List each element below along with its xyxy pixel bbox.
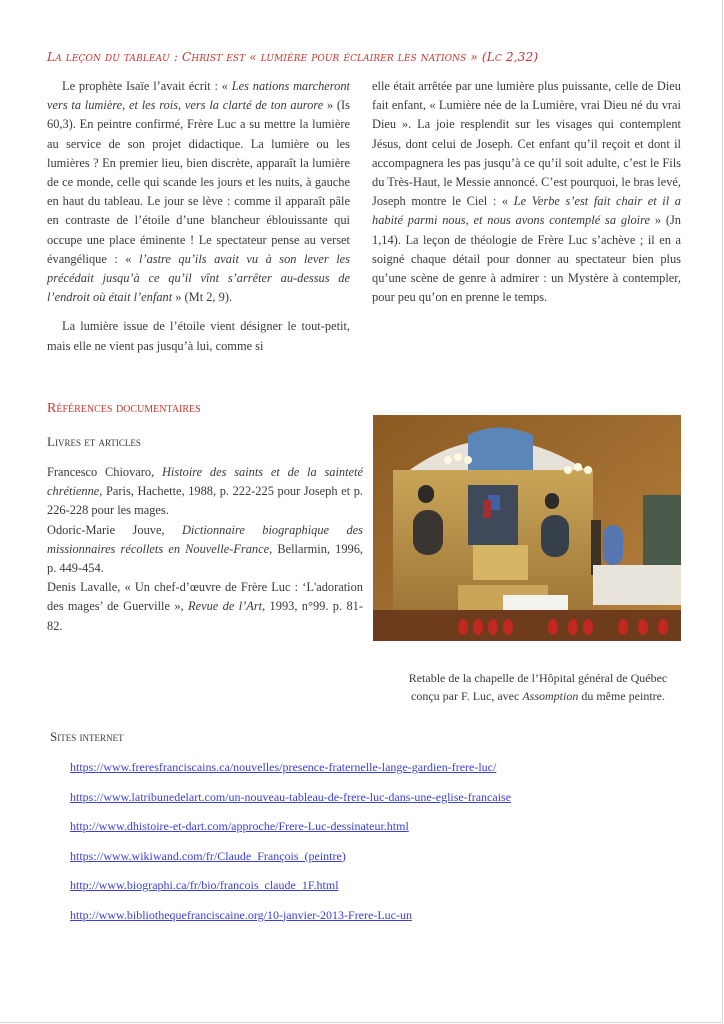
quote: l’astre qu’ils avait vu à son lever les précédait jusqu’à ce qu’il vînt s’arrêter au-dessus de l’endroit où était l’enfant [47, 251, 351, 305]
references-heading: Références documentaires [47, 401, 201, 416]
caption-line [373, 687, 703, 705]
ref-author: Francesco Chiovaro, [47, 465, 162, 479]
caption-artwork-title: Assomption [522, 689, 579, 703]
ref-details: , Paris, Hachette, 1988, p. 222-225 pour Joseph et p. 226-228 pour les mages. [47, 484, 363, 518]
website-link[interactable]: https://www.latribunedelart.com/un-nouveau-tableau-de-frere-luc-dans-une-eglise-francaise [70, 789, 512, 804]
text-column-left [47, 77, 350, 356]
quote: Les nations marcheront vers ta lumière, et les rois, vers la clarté de ton aurore [47, 79, 350, 113]
website-link[interactable]: http://www.dhistoire-et-dart.com/approche/Frere-Luc-dessinateur.html [70, 819, 409, 833]
paragraph [47, 77, 350, 307]
text: » (Jn 1,14). La leçon de théologie de Frère Luc s’achève ; il en a soigné chaque détail pour donner au spectateur bien plus qu’une scène de genre à admirer : un Mystère à contempler, pour peu qu’on en prenne le temps. [372, 213, 681, 305]
books-heading: Livres et articles [47, 434, 141, 449]
caption-text: conçu par F. Luc, avec [411, 689, 523, 703]
website-link[interactable]: https://www.freresfranciscains.ca/nouvelles/presence-fraternelle-lange-gardien-frere-luc/ [70, 760, 497, 774]
text: » (Mt 2, 9). [172, 290, 233, 305]
quote: Le Verbe s’est fait chair et il a habité parmi nous, et nous avons contemplé sa gloire [372, 194, 681, 228]
text: elle était arrêtée par une lumière plus puissante, celle de Dieu fait enfant, « Lumière née de la Lumière, vrai Dieu né du vrai Dieu ». La joie resplendit sur les visages qui contemplent Jésus, dont celui de Joseph. Cet enfant qu’il reçoit et dont il accompagnera les pas jusqu’à ce qu’il soit adulte, c’est le Fils du Très-Haut, le Messie annoncé. C’est pourquoi, le bras levé, Joseph montre le Ciel : « [372, 79, 681, 209]
text: » (Is 60,3). En peintre confirmé, Frère Luc a su mettre la lumière au service de son projet didactique. La lumière ou les lumières ? En premier lieu, bien discrète, apparaît la lumière de ce monde, celle qui scande les jours et les nuits, à gauche en haut du tableau. Le jour se lève : comme il apparaît pâle en contraste de l’étoile d’une blancheur éblouissante qui occupe une place éminente ! Le spectateur pense au verset évangélique : « [47, 98, 350, 266]
ref-author: Odoric-Marie Jouve, [47, 522, 182, 537]
section-title: La leçon du tableau : Christ est « lumière pour éclairer les nations » (Lc 2,32) [47, 50, 539, 64]
ref-title: Dictionnaire biographique des missionnaires récollets en Nouvelle-France [47, 522, 363, 556]
reference-item [47, 521, 363, 579]
paragraph [372, 77, 681, 307]
reference-item [47, 463, 363, 521]
ref-title: Histoire des saints et de la sainteté chrétienne [47, 465, 363, 499]
caption-text: du même peintre. [578, 689, 665, 703]
ref-details: , Bellarmin, 1996, p. 449-454. [47, 541, 364, 576]
website-links [70, 760, 511, 937]
ref-author: Denis Lavalle, « Un chef-d’œuvre de Frère Luc : ‘L'adoration des mages’ de Guerville », [47, 580, 363, 614]
ref-title: Revue de l’Art [188, 599, 263, 614]
book-references [47, 463, 363, 636]
photo-caption [373, 669, 703, 705]
chapel-altarpiece-photo [373, 415, 681, 641]
caption-line: Retable de la chapelle de l’Hôpital général de Québec [408, 671, 668, 685]
sites-heading: Sites internet [50, 729, 124, 744]
text: Le prophète Isaïe l’avait écrit : « [62, 79, 232, 93]
website-link[interactable]: http://www.biographi.ca/fr/bio/francois_claude_1F.html [70, 878, 339, 892]
paragraph: La lumière issue de l’étoile vient désigner le tout-petit, mais elle ne vient pas jusqu’à lui, comme si [47, 319, 350, 353]
website-link[interactable]: https://www.wikiwand.com/fr/Claude_François_(peintre) [70, 848, 346, 863]
reference-item [47, 578, 363, 636]
text-column-right [372, 77, 681, 307]
website-link[interactable]: http://www.bibliothequefranciscaine.org/10-janvier-2013-Frere-Luc-un [70, 907, 412, 922]
ref-details: , 1993, n°99. p. 81-82. [47, 599, 363, 633]
